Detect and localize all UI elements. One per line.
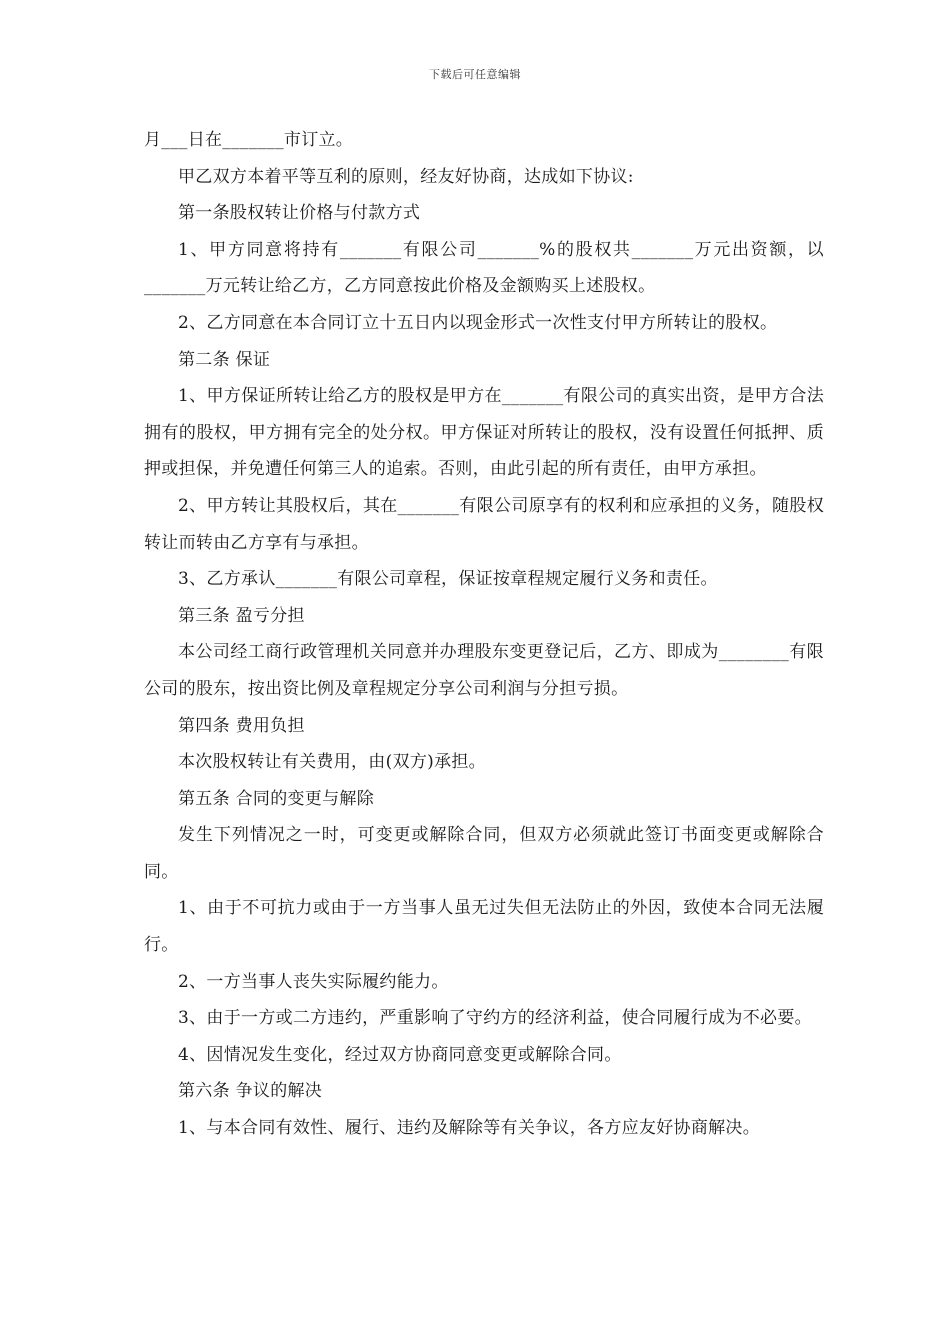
article-5-clause-1: 1、由于不可抗力或由于一方当事人虽无过失但无法防止的外因，致使本合同无法履行。 xyxy=(144,898,824,956)
paragraph-date-place: 月___日在_______市订立。 xyxy=(144,130,354,150)
article-5-heading: 第五条 合同的变更与解除 xyxy=(178,788,375,809)
article-2-clause-2: 2、甲方转让其股权后，其在_______有限公司原享有的权利和应承担的义务，随股权转让而转由乙方享有与承担。 xyxy=(144,495,824,553)
article-6-heading: 第六条 争议的解决 xyxy=(178,1081,323,1102)
article-3-heading: 第三条 盈亏分担 xyxy=(178,605,305,626)
article-5-clause-2: 2、一方当事人丧失实际履约能力。 xyxy=(178,971,449,992)
article-6-clause-1: 1、与本合同有效性、履行、违约及解除等有关争议，各方应友好协商解决。 xyxy=(178,1118,761,1139)
article-3-body: 本公司经工商行政管理机关同意并办理股东变更登记后，乙方、即成为________有限公司的股东，按出资比例及章程规定分享公司利润与分担亏损。 xyxy=(144,642,824,699)
article-4-body: 本次股权转让有关费用，由(双方)承担。 xyxy=(178,752,486,773)
article-1-clause-1: 1、甲方同意将持有_______有限公司_______%的股权共_______万元出资额，以_______万元转让给乙方，乙方同意按此价格及金额购买上述股权。 xyxy=(144,239,824,297)
page-header: 下载后可任意编辑 xyxy=(429,68,521,81)
article-2-heading: 第二条 保证 xyxy=(178,349,271,370)
article-4-heading: 第四条 费用负担 xyxy=(178,715,305,736)
article-2-clause-3: 3、乙方承认_______有限公司章程，保证按章程规定履行义务和责任。 xyxy=(178,569,718,590)
article-5-clause-3: 3、由于一方或二方违约，严重影响了守约方的经济利益，使合同履行成为不必要。 xyxy=(178,1008,812,1029)
article-1-heading: 第一条股权转让价格与付款方式 xyxy=(178,203,421,224)
article-1-clause-2: 2、乙方同意在本合同订立十五日内以现金形式一次性支付甲方所转让的股权。 xyxy=(178,312,778,333)
document-body xyxy=(144,122,824,1147)
paragraph-preamble: 甲乙双方本着平等互利的原则，经友好协商，达成如下协议: xyxy=(178,166,634,187)
article-5-intro: 发生下列情况之一时，可变更或解除合同，但双方必须就此签订书面变更或解除合同。 xyxy=(144,825,824,882)
article-5-clause-4: 4、因情况发生变化，经过双方协商同意变更或解除合同。 xyxy=(178,1044,622,1065)
article-2-clause-1: 1、甲方保证所转让给乙方的股权是甲方在_______有限公司的真实出资，是甲方合法拥有的股权，甲方拥有完全的处分权。甲方保证对所转让的股权，没有设置任何抵押、质押或担保，并免遭任何第三人的追索。否则，由此引起的所有责任，由甲方承担。 xyxy=(144,386,824,480)
